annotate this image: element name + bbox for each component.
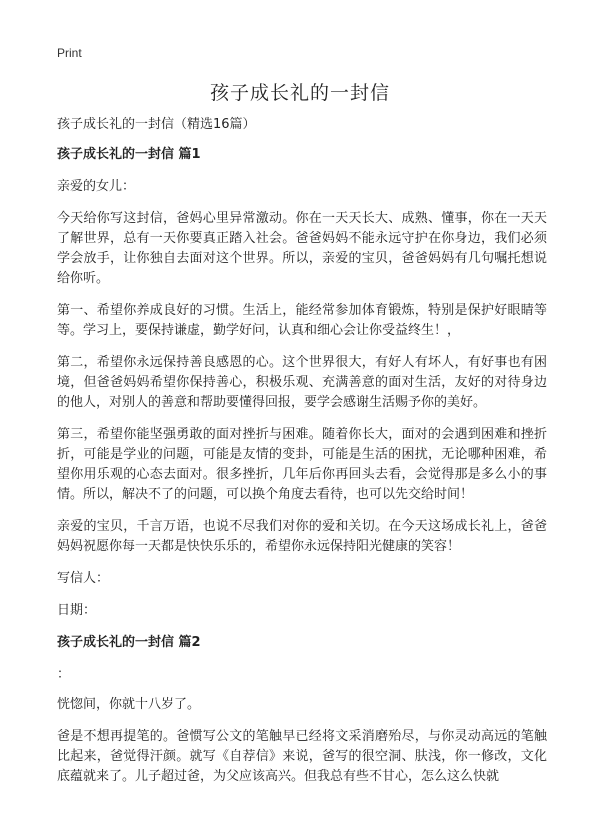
section-heading-2: 孩子成长礼的一封信 篇2: [57, 635, 201, 650]
paragraph: 爸是不想再提笔的。爸惯写公文的笔触早已经将文采消磨殆尽，与你灵动高远的笔触比起来，爸觉得汗颜。就写《自荐信》来说，爸写的很空洞、肤浅，你一修改，文化底蕴就来了。儿子超过爸，为父应该高兴。但我总有些不甘心，怎么这么快就: [57, 729, 547, 784]
page-title: 孩子成长礼的一封信: [209, 82, 390, 104]
paragraph: 亲爱的宝贝，千言万语，也说不尽我们对你的爱和关切。在今天这场成长礼上，爸爸妈妈祝愿你每一天都是快快乐乐的，希望你永远保持阳光健康的笑容！: [57, 519, 547, 554]
paragraph: 第一、希望你养成良好的习惯。生活上，能经常参加体育锻炼，特别是保护好眼睛等等。学习上，要保持谦虚，勤学好问，认真和细心会让你受益终生！，: [57, 303, 547, 338]
letter-greeting: 亲爱的女儿：: [57, 179, 136, 194]
section-heading-1: 孩子成长礼的一封信 篇1: [57, 147, 201, 162]
punctuation-mark: ：: [57, 667, 71, 682]
article-subtitle: 孩子成长礼的一封信（精选16篇）: [57, 117, 256, 132]
letter-signer: 写信人：: [57, 571, 110, 586]
paragraph: 第三，希望你能坚强勇敢的面对挫折与困难。随着你长大，面对的会遇到困难和挫折折，可能是学业的问题，可能是友情的变卦，可能是生活的困扰，无论哪种困难，希望你用乐观的心态去面对。很多挫折，几年后你再回头去看，会觉得那是多么小的事情。所以，解决不了的问题，可以换个角度去看待，也可以先交给时间！: [57, 427, 547, 502]
paragraph: 今天给你写这封信，爸妈心里异常激动。你在一天天长大、成熟、懂事，你在一天天了解世界，总有一天你要真正踏入社会。爸爸妈妈不能永远守护在你身边，我们必须学会放手，让你独自去面对这个世界。所以，亲爱的宝贝，爸爸妈妈有几句嘱托想说给你听。: [57, 211, 547, 286]
paragraph: 第二，希望你永远保持善良感恩的心。这个世界很大，有好人有坏人，有好事也有困境，但爸爸妈妈希望你保持善心，积极乐观、充满善意的面对生活，友好的对待身边的他人，对别人的善意和帮助要懂得回报，要学会感谢生活赐予你的美好。: [57, 355, 547, 410]
paragraph: 恍惚间，你就十八岁了。: [57, 697, 201, 712]
letter-date: 日期：: [57, 603, 97, 618]
article-body: [57, 115, 547, 799]
print-link[interactable]: Print: [57, 46, 82, 60]
